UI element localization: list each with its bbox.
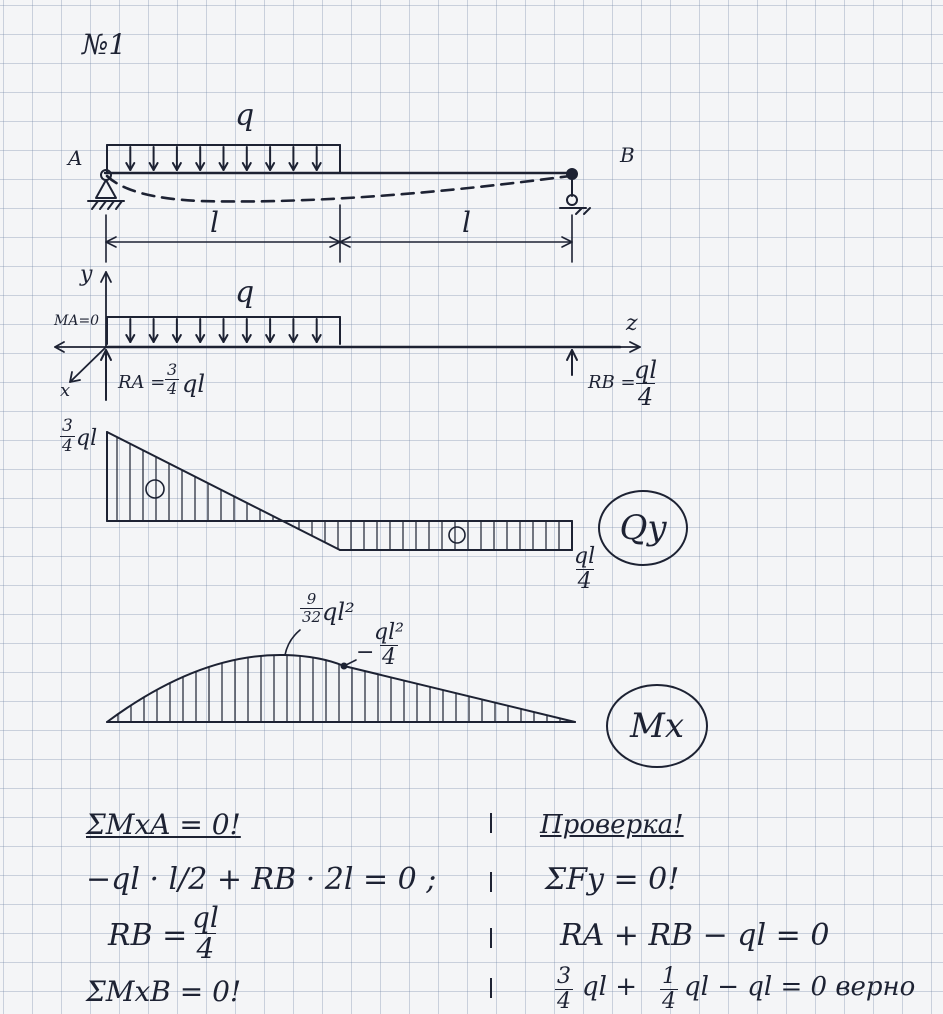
moment-mid-den: 4 bbox=[381, 645, 396, 670]
equation-right-line3-den-b: 4 bbox=[662, 989, 676, 1014]
reaction-arrow-b bbox=[567, 350, 577, 375]
axis-z-label: z bbox=[626, 311, 638, 336]
equation-right-line1: ΣFy = 0! bbox=[545, 862, 680, 897]
column-separator-1 bbox=[490, 813, 492, 833]
reaction-b-prefix: RB = bbox=[588, 372, 636, 393]
moment-peak-num: 9 bbox=[306, 590, 317, 608]
shear-start-fraction bbox=[60, 418, 75, 455]
moment-peak-den: 32 bbox=[302, 608, 322, 626]
equation-left-line3-num: ql bbox=[192, 901, 219, 934]
equation-right-line3-num-a: 3 bbox=[557, 964, 571, 989]
column-separator-3 bbox=[490, 928, 492, 948]
shear-diagram-label: Qy bbox=[598, 490, 688, 566]
equation-left-line3-fraction bbox=[190, 901, 221, 965]
equation-left-line1: ΣMxA = 0! bbox=[86, 808, 241, 841]
moment-peak-suffix: ql² bbox=[322, 598, 355, 626]
equation-right-line3-mid: ql + bbox=[582, 972, 638, 1002]
distributed-load-q-scheme bbox=[107, 145, 340, 172]
moment-a-label: MA=0 bbox=[54, 313, 100, 329]
column-separator-2 bbox=[490, 872, 492, 892]
dimension-lines bbox=[106, 205, 572, 262]
reaction-a-suffix: ql bbox=[182, 370, 206, 398]
equation-right-line3-den-a: 4 bbox=[557, 989, 571, 1014]
reaction-a-num: 3 bbox=[167, 360, 178, 379]
equation-right-heading: Проверка! bbox=[540, 810, 684, 840]
reaction-b-num: ql bbox=[634, 356, 658, 384]
equation-left-line3-prefix: RB = bbox=[108, 918, 188, 953]
equation-right-line3-fraction-b bbox=[660, 966, 678, 1013]
distributed-load-q-fbd bbox=[107, 317, 340, 344]
reaction-a-den: 4 bbox=[167, 379, 178, 398]
moment-mid-prefix: − bbox=[356, 640, 375, 665]
shear-start-den: 4 bbox=[62, 436, 73, 456]
axis-x-label: x bbox=[60, 380, 71, 401]
support-a-label: A bbox=[68, 146, 83, 170]
equation-left-line4: ΣMxB = 0! bbox=[86, 975, 242, 1008]
column-separator-4 bbox=[490, 978, 492, 998]
reaction-a-fraction bbox=[165, 362, 179, 397]
shear-minus-sign bbox=[448, 524, 461, 543]
equation-right-line2: RA + RB − ql = 0 bbox=[560, 918, 830, 953]
equation-right-line3-fraction-a bbox=[555, 966, 573, 1013]
equation-left-line2: −ql · l/2 + RB · 2l = 0 ; bbox=[86, 862, 437, 897]
equation-right-line3-end: ql − ql = 0 верно bbox=[684, 972, 916, 1002]
moment-mid-num: ql² bbox=[374, 620, 404, 645]
reaction-arrow-a bbox=[101, 350, 111, 400]
span-left-label: l bbox=[210, 206, 219, 239]
moment-peak-fraction bbox=[300, 592, 323, 625]
span-right-label: l bbox=[462, 206, 471, 239]
shear-end-fraction bbox=[572, 546, 597, 593]
load-label-scheme: q bbox=[235, 98, 255, 133]
bending-moment-diagram bbox=[107, 630, 575, 722]
shear-end-den: 4 bbox=[577, 569, 592, 594]
deflection-curve bbox=[107, 176, 570, 201]
moment-mid-fraction bbox=[372, 622, 406, 669]
shear-start-suffix: ql bbox=[76, 426, 98, 451]
shear-end-num: ql bbox=[574, 544, 596, 569]
moment-diagram-label: Mx bbox=[606, 684, 708, 768]
equation-right-line3-num-b: 1 bbox=[662, 964, 676, 989]
support-b-label: B bbox=[620, 143, 635, 167]
equation-left-line3-den: 4 bbox=[196, 932, 215, 965]
reaction-b-den: 4 bbox=[637, 383, 654, 411]
shear-plus-sign bbox=[145, 477, 160, 498]
reaction-a-prefix: RA = bbox=[118, 372, 166, 393]
axis-y-label: y bbox=[80, 262, 93, 287]
coordinate-axes bbox=[55, 272, 640, 382]
reaction-b-fraction bbox=[632, 358, 659, 409]
problem-number: №1 bbox=[82, 28, 127, 61]
shear-force-diagram bbox=[107, 432, 572, 550]
load-label-fbd: q bbox=[235, 275, 255, 310]
shear-start-num: 3 bbox=[62, 416, 73, 436]
